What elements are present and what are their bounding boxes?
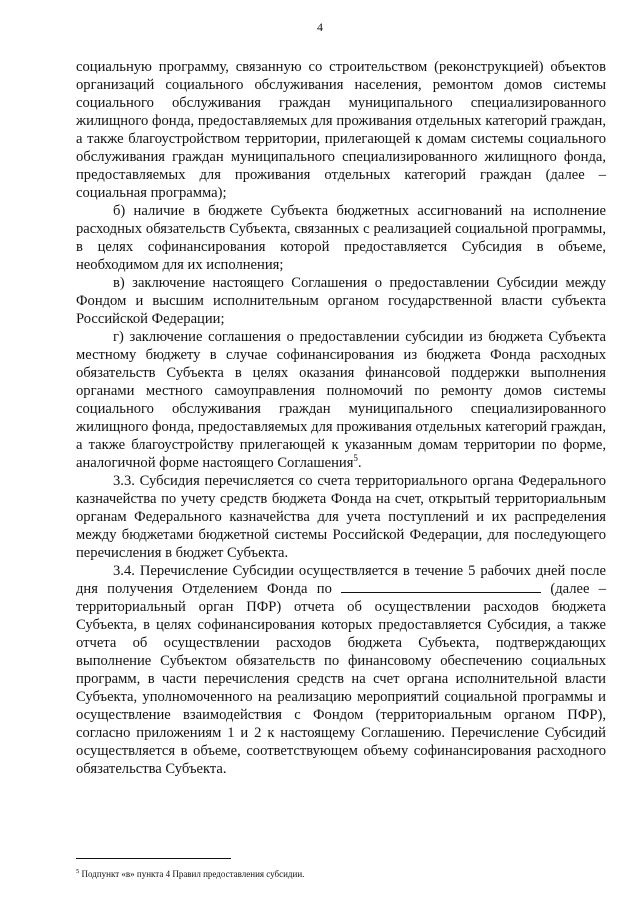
paragraph-social-program: социальную программу, связанную со строительством (реконструкцией) объектов организаций социального обслуживания населения, ремонтом домов системы социального обслуживания граждан муниципального специализированного жилищного фонда, предоставляемых для проживания отдельных категорий граждан, а также благоустройством территории, прилегающей к домам системы социального обслуживания граждан муниципального специализированного жилищного фонда, предоставляемых для проживания отдельных категорий граждан (далее – социальная программа); — [76, 59, 606, 201]
blank-fill-line — [341, 580, 541, 593]
footnote-separator — [76, 858, 231, 859]
footnote-text: Подпункт «в» пункта 4 Правил предоставления субсидии. — [79, 869, 305, 879]
paragraph-v-agreement: в) заключение настоящего Соглашения о предоставлении Субсидии между Фондом и высшим исполнительным органом государственной власти субъекта Российской Федерации; — [76, 275, 606, 327]
footnote-mark: 5 — [76, 868, 80, 875]
footnote-reference: 5 — [353, 453, 358, 464]
paragraph-g-local-agreement — [76, 328, 606, 472]
document-body — [76, 58, 606, 778]
paragraph-b-budget: б) наличие в бюджете Субъекта бюджетных ассигнований на исполнение расходных обязательств Субъекта, связанных с реализацией социальной программы, в целях софинансирования которой предоставляется Субсидия в объеме, необходимом для их исполнения; — [76, 203, 606, 273]
page-number: 4 — [317, 20, 323, 34]
footnote — [76, 866, 606, 880]
paragraph-3-3: 3.3. Субсидия перечисляется со счета территориального органа Федерального казначейства по учету средств бюджета Фонда на счет, открытый территориальным органам Федерального казначейства для учета поступлений и их распределения между бюджетами бюджетной системы Российской Федерации, для последующего перечисления в бюджет Субъекта. — [76, 473, 606, 561]
paragraph-3-4-start: 3.4. Перечисление Субсидии осуществляется в течение 5 рабочих дней после дня получения Отделением Фонда по — [76, 563, 606, 597]
paragraph-g-text: г) заключение соглашения о предоставлении субсидии из бюджета Субъекта местному бюджету в случае софинансирования из бюджета Фонда расходных обязательств Субъекта в целях оказания финансовой поддержки выполнения органами местного самоуправления полномочий по ремонту домов системы социального обслуживания граждан муниципального специализированного жилищного фонда, предоставляемых для проживания отдельных категорий граждан, а также благоустройству прилегающей к указанным домам территории по форме, аналогичной форме настоящего Соглашения — [76, 329, 606, 471]
paragraph-3-4-rest: (далее – территориальный орган ПФР) отчета об осуществлении расходов бюджета Субъекта, в целях софинансирования которых предоставляется Субсидия, а также отчета об осуществлении расходов бюджета Субъекта, подтверждающих выполнение Субъектом обязательств по финансовому обеспечению социальных программ, в части перечисления средств на счет органа исполнительной власти Субъекта, уполномоченного на реализацию мероприятий социальной программы и осуществление взаимодействия с Фондом (территориальным органом ПФР), согласно приложениям 1 и 2 к настоящему Соглашению. Перечисление Субсидий осуществляется в объеме, соответствующем объему софинансирования расходного обязательства Субъекта. — [76, 581, 606, 777]
paragraph-g-end: . — [357, 455, 362, 471]
paragraph-3-4 — [76, 562, 606, 778]
